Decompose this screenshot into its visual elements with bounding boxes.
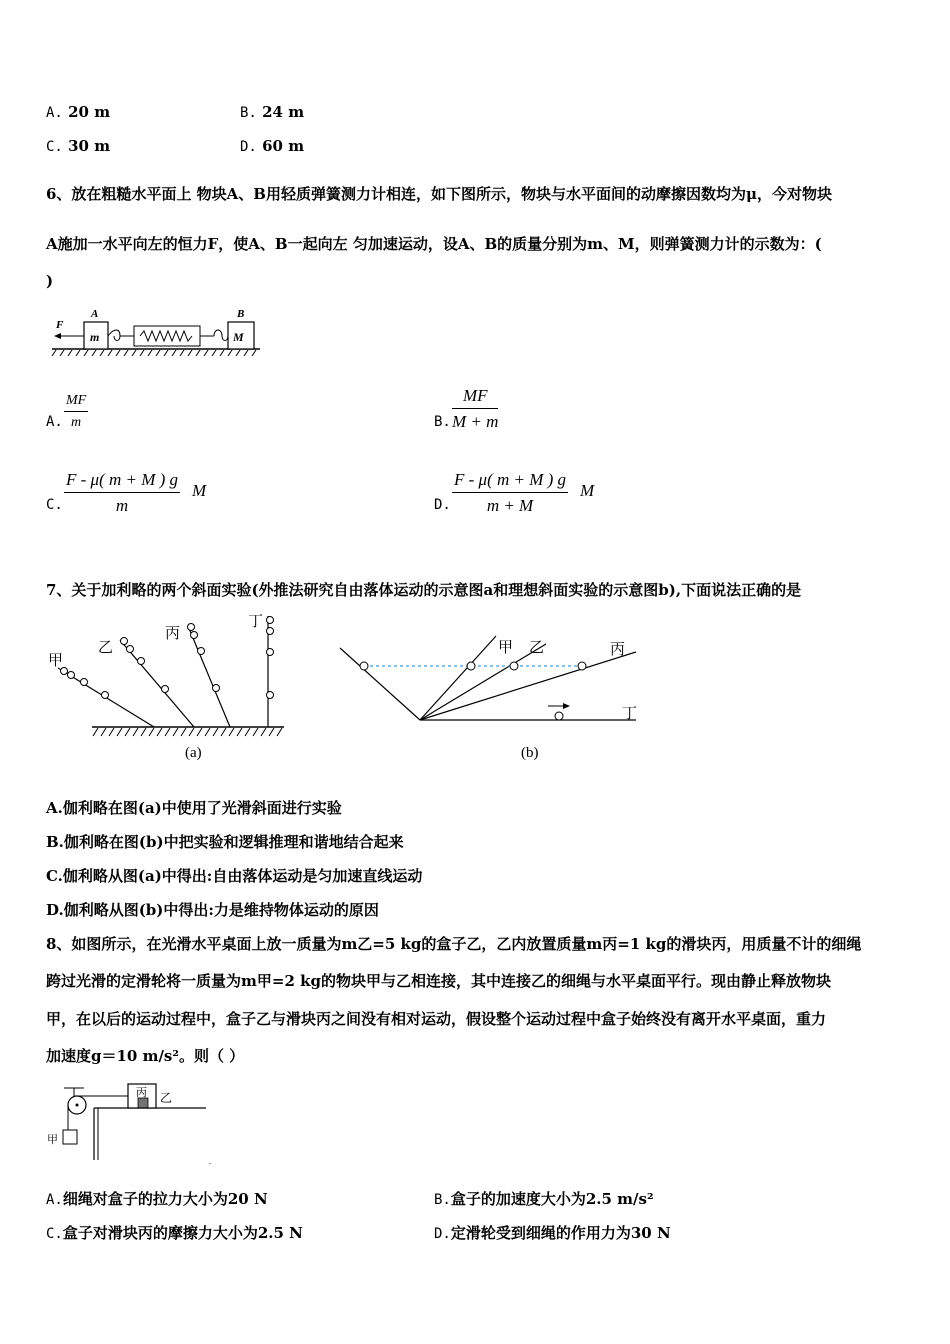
q7-a-label-ding: 丁	[248, 614, 264, 630]
q5-option-b	[240, 103, 304, 121]
q7-a-label-yi: 乙	[98, 640, 114, 656]
q8-stem-line2: 跨过光滑的定滑轮将一质量为m甲=2 kg的物块甲与乙相连接，其中连接乙的细绳与水平桌面平行。现由静止释放物块	[46, 972, 831, 990]
q5-option-c	[46, 137, 110, 155]
q7-figure-b	[336, 610, 646, 762]
q6-stem-line2: A施加一水平向左的恒力F，使A、B一起向左 匀加速运动，设A、B的质量分别为m、M，则弹簧测力计的示数为：(	[46, 235, 822, 253]
q6-option-a-fraction	[64, 393, 88, 431]
q7-option-d: D.伽利略从图(b)中得出:力是维持物体运动的原因	[46, 901, 379, 919]
q7-option-b: B.伽利略在图(b)中把实验和逻辑推理和谐地结合起来	[46, 833, 404, 851]
q6-option-c-numerator: F - μ( m + M ) g	[64, 470, 180, 493]
q8-label-jia: 甲	[47, 1134, 58, 1146]
q7-stem: 7、关于加利略的两个斜面实验(外推法研究自由落体运动的示意图a和理想斜面实验的示意图b),下面说法正确的是	[46, 581, 802, 599]
q8-pulley-diagram	[44, 1078, 224, 1168]
q6-block-b-label: B	[237, 308, 245, 320]
q8-label-yi: 乙	[160, 1091, 173, 1105]
q7-option-a: A.伽利略在图(a)中使用了光滑斜面进行实验	[46, 799, 342, 817]
q6-stem-line3: )	[46, 272, 54, 290]
q6-option-c-multiplier: M	[192, 481, 207, 500]
q8-stem-line1: 8、如图所示，在光滑水平桌面上放一质量为m乙=5 kg的盒子乙，乙内放置质量m丙=1 kg的滑块丙，用质量不计的细绳	[46, 935, 862, 953]
q6-force-label: F	[56, 319, 64, 331]
q8-option-a-text: 细绳对盒子的拉力大小为20 N	[62, 1190, 268, 1208]
q7-b-label-ding: 丁	[622, 706, 638, 722]
q6-option-b-label: B.	[434, 414, 451, 430]
q6-option-d-fraction	[452, 470, 568, 516]
q8-option-d-label: D.	[434, 1226, 451, 1242]
q8-option-d	[434, 1222, 671, 1243]
q7-option-c: C.伽利略从图(a)中得出:自由落体运动是匀加速直线运动	[46, 867, 423, 885]
q6-option-d-label: D.	[434, 497, 451, 513]
q5-option-a-label: A.	[46, 105, 63, 121]
q6-option-c-label: C.	[46, 497, 63, 513]
q8-option-a-label: A.	[46, 1192, 63, 1208]
q7-a-label-bing: 丙	[165, 626, 181, 642]
q5-option-c-label: C.	[46, 139, 63, 155]
q6-option-b-numerator: MF	[452, 386, 498, 409]
q5-option-b-value: 24 m	[262, 103, 305, 121]
q6-spring-diagram	[48, 304, 278, 364]
q8-option-c	[46, 1222, 303, 1243]
q7-figure-a	[44, 610, 294, 762]
q5-option-c-value: 30 m	[68, 137, 111, 155]
q5-option-b-label: B.	[240, 105, 257, 121]
q6-option-a-numerator: MF	[64, 393, 88, 412]
q6-stem-line1: 6、放在粗糙水平面上 物块A、B用轻质弹簧测力计相连，如下图所示，物块与水平面间的动摩擦因数均为μ，今对物块	[46, 185, 832, 203]
q6-block-a-label: A	[91, 308, 99, 320]
q7-a-caption: (a)	[185, 745, 202, 761]
q8-option-b-label: B.	[434, 1192, 451, 1208]
q6-option-a-denominator: m	[71, 415, 82, 430]
q6-option-d-denominator: m + M	[486, 496, 534, 515]
q6-block-a-mass: m	[90, 330, 100, 344]
q8-option-a	[46, 1188, 268, 1209]
q8-stem-line4: 加速度g＝10 m/s²。则（ ）	[46, 1047, 245, 1065]
q8-stem-line3: 甲，在以后的运动过程中，盒子乙与滑块丙之间没有相对运动，假设整个运动过程中盒子始终没有离开水平桌面，重力	[46, 1010, 827, 1028]
q7-b-label-jia: 甲	[498, 640, 514, 656]
q6-option-d-multiplier: M	[580, 481, 595, 500]
q7-b-label-bing: 丙	[610, 642, 626, 658]
q6-option-c-denominator: m	[115, 496, 129, 515]
q5-option-a-value: 20 m	[68, 103, 111, 121]
q8-option-b	[434, 1188, 654, 1209]
q6-block-b-mass: M	[233, 330, 244, 344]
q7-b-label-yi: 乙	[529, 640, 545, 656]
q8-option-c-text: 盒子对滑块丙的摩擦力大小为2.5 N	[62, 1224, 303, 1242]
q8-option-b-text: 盒子的加速度大小为2.5 m/s²	[450, 1190, 654, 1208]
q8-option-d-text: 定滑轮受到细绳的作用力为30 N	[450, 1224, 671, 1242]
svg-text:.: .	[209, 1157, 211, 1166]
q8-option-c-label: C.	[46, 1226, 63, 1242]
q7-a-label-jia: 甲	[48, 653, 64, 669]
q6-option-d-numerator: F - μ( m + M ) g	[452, 470, 568, 493]
q8-label-bing: 丙	[136, 1087, 147, 1099]
q5-option-d	[240, 137, 304, 155]
q5-option-d-value: 60 m	[262, 137, 305, 155]
q6-option-a-label: A.	[46, 414, 63, 430]
q7-b-caption: (b)	[521, 745, 539, 761]
q6-option-b-fraction	[452, 386, 498, 432]
q5-option-a	[46, 103, 110, 121]
q5-option-d-label: D.	[240, 139, 257, 155]
q6-option-c-fraction	[64, 470, 180, 516]
q6-option-b-denominator: M + m	[452, 412, 499, 431]
